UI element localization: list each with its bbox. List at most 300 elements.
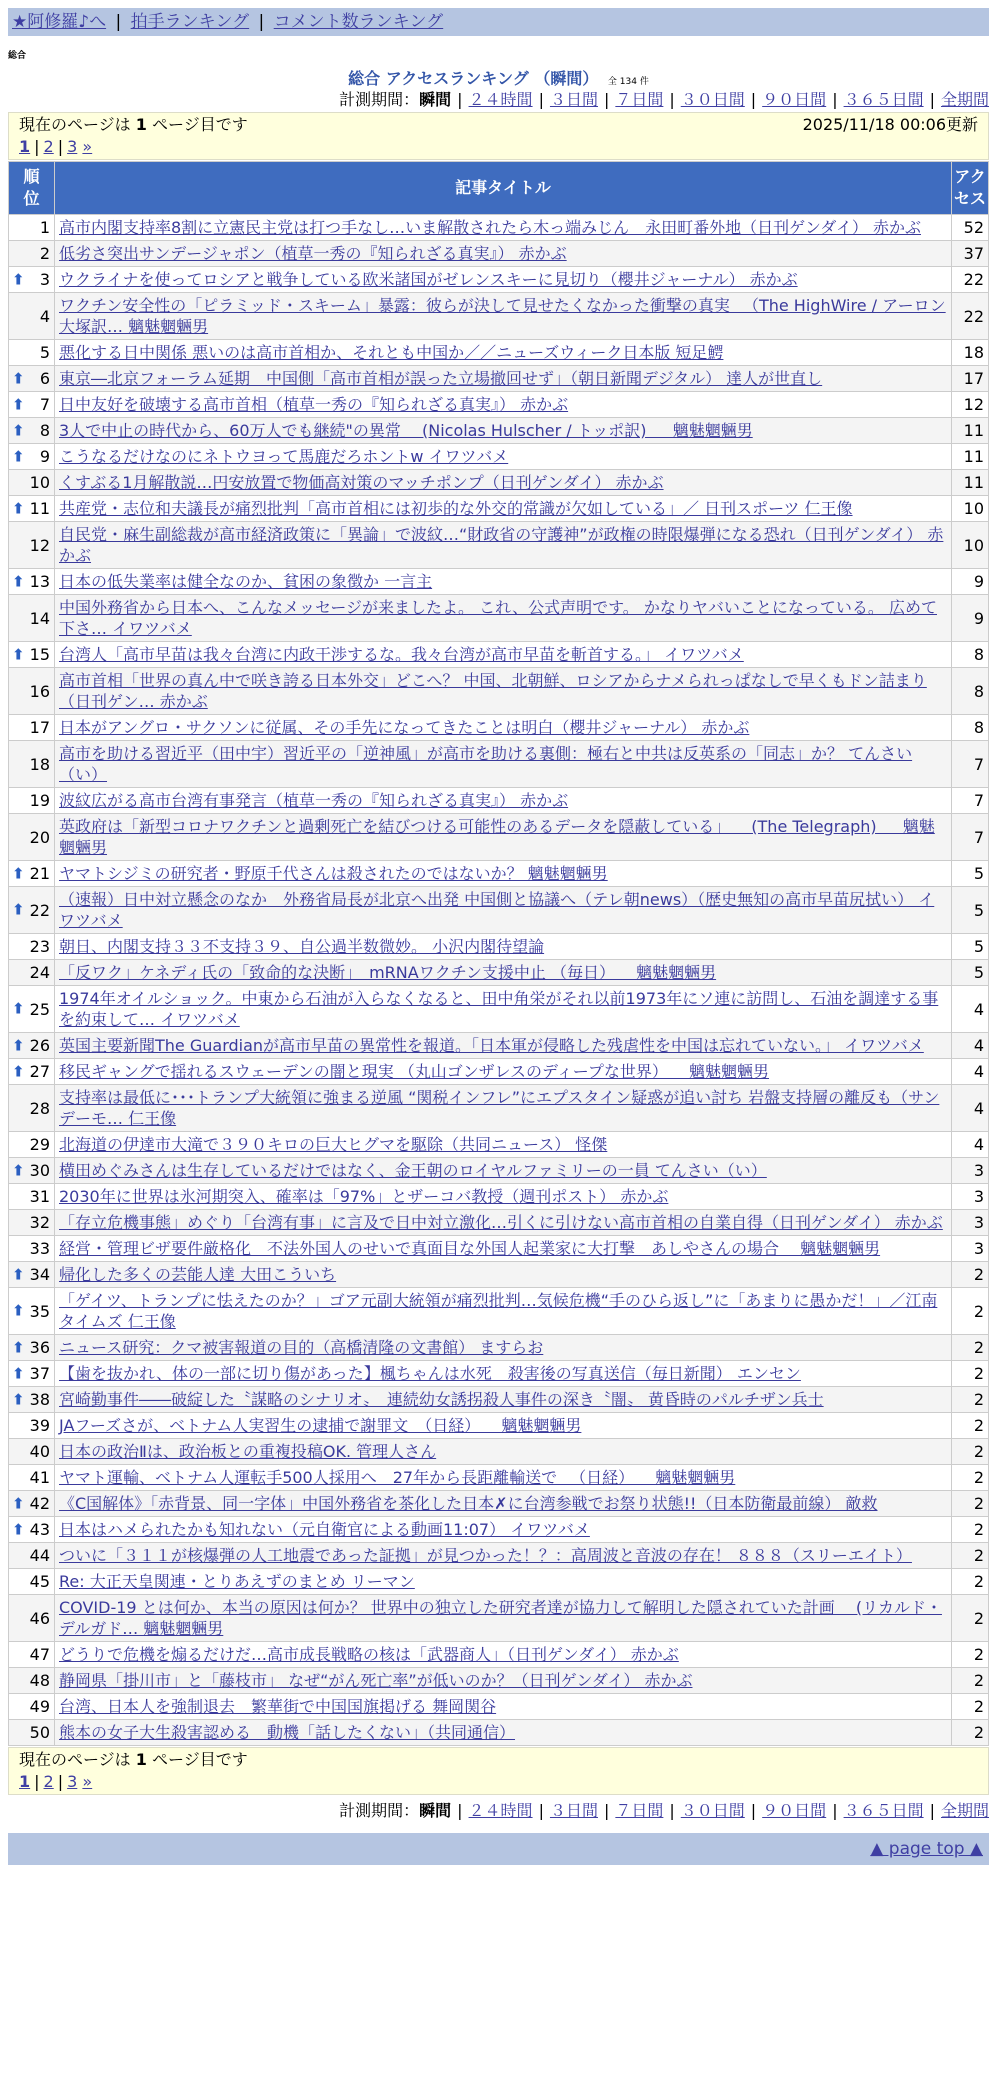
rank-number: 13 <box>29 572 50 591</box>
access-count: 17 <box>952 366 988 391</box>
table-row <box>9 1132 988 1157</box>
rank-number: 40 <box>29 1442 50 1461</box>
article-title-link[interactable]: 高市を助ける習近平（田中宇）習近平の「逆神風」が高市を助ける裏側：極右と中共は反英系の「同志」か？ てんさい（い） <box>59 744 913 784</box>
rank-cell <box>9 1465 54 1490</box>
rank-cell <box>9 1413 54 1438</box>
rank-cell <box>9 392 54 417</box>
rank-cell <box>9 522 54 568</box>
article-title-link[interactable]: くすぶる1月解散説…円安放置で物価高対策のマッチポンプ（日刊ゲンダイ） 赤かぶ <box>59 473 664 492</box>
period-option-link[interactable]: ３日間 <box>549 90 598 109</box>
article-title-link[interactable]: 高市首相「世界の真ん中で咲き誇る日本外交」どこへ？ 中国、北朝鮮、ロシアからナメられっぱなしで早くもドン詰まり（日刊ゲン… 赤かぶ <box>59 671 927 711</box>
table-row <box>9 1262 988 1287</box>
title-cell <box>55 814 951 860</box>
rank-cell <box>9 1210 54 1235</box>
rank-cell <box>9 1236 54 1261</box>
article-title-link[interactable]: 英国主要新聞The Guardianが高市早苗の異常性を報道。「日本軍が侵略した残虐性を中国は忘れていない。」 イワツバメ <box>59 1036 924 1055</box>
period-option-link[interactable]: ３６５日間 <box>843 1801 924 1820</box>
footer-bar <box>8 1833 989 1865</box>
rank-cell <box>9 668 54 714</box>
rank-number: 10 <box>29 473 50 492</box>
table-row <box>9 1543 988 1568</box>
period-separator: | <box>538 1801 544 1820</box>
period-separator: | <box>832 90 838 109</box>
article-title-link[interactable]: どうりで危機を煽るだけだ…高市成長戦略の核は「武器商人」（日刊ゲンダイ） 赤かぶ <box>59 1645 679 1664</box>
period-option-link[interactable]: ９０日間 <box>762 90 827 109</box>
table-row <box>9 1033 988 1058</box>
article-title-link[interactable]: 「ゲイツ、トランプに怯えたのか？」ゴア元副大統領が痛烈批判…気候危機“手のひら返し”に「あまりに愚かだ！」／江南タイムズ 仁王像 <box>59 1291 938 1331</box>
rank-number: 28 <box>29 1098 50 1118</box>
article-title-link[interactable]: 高市内閣支持率8割に立憲民主党は打つ手なし…いま解散されたら木っ端みじん 永田町番外地（日刊ゲンダイ） 赤かぶ <box>59 218 921 237</box>
title-cell <box>55 1361 951 1386</box>
rank-cell <box>9 1569 54 1594</box>
rank-cell <box>9 595 54 641</box>
up-arrow-icon: ⬆ <box>12 1062 25 1080</box>
access-count: 7 <box>952 741 988 787</box>
title-cell <box>55 1132 951 1157</box>
title-cell <box>55 1569 951 1594</box>
table-row <box>9 496 988 521</box>
rank-number: 4 <box>39 306 50 326</box>
rank-number: 47 <box>29 1645 50 1664</box>
page-link-1[interactable]: 1 <box>19 137 31 156</box>
page-info-suffix: ページ目です <box>152 115 248 134</box>
up-arrow-icon: ⬆ <box>12 864 25 882</box>
period-separator: | <box>603 1801 610 1820</box>
up-arrow-icon: ⬆ <box>12 900 25 919</box>
rank-cell <box>9 1694 54 1719</box>
table-row <box>9 241 988 266</box>
table-row <box>9 1387 988 1412</box>
article-title-link[interactable]: 波紋広がる高市台湾有事発言（植草一秀の『知られざる真実』） 赤かぶ <box>59 791 569 810</box>
title-cell <box>55 1335 951 1360</box>
title-cell <box>55 293 951 339</box>
table-row <box>9 668 988 714</box>
period-selector-bottom <box>0 1799 989 1823</box>
page-info-prefix: 現在のページは <box>19 1750 131 1769</box>
rank-header-text: 順 位 <box>23 167 40 208</box>
nav-applause-ranking-link[interactable]: 拍手ランキング <box>130 12 250 32</box>
period-option-link[interactable]: ３０日間 <box>680 1801 745 1820</box>
table-row <box>9 1059 988 1084</box>
title-cell <box>55 392 951 417</box>
rank-number: 8 <box>39 421 50 440</box>
rank-number: 29 <box>29 1135 50 1154</box>
access-count: 9 <box>952 569 988 594</box>
title-cell <box>55 418 951 443</box>
table-row <box>9 1694 988 1719</box>
access-count: 2 <box>952 1439 988 1464</box>
title-cell <box>55 1668 951 1693</box>
rank-number: 7 <box>39 395 50 414</box>
table-row <box>9 1335 988 1360</box>
table-row <box>9 392 988 417</box>
title-cell <box>55 1288 951 1334</box>
article-title-link[interactable]: 移民ギャングで揺れるスウェーデンの闇と現実 （丸山ゴンザレスのディープな世界） 魑魅魍魎男 <box>59 1062 770 1081</box>
rank-cell <box>9 741 54 787</box>
title-cell <box>55 934 951 959</box>
access-count: 3 <box>952 1236 988 1261</box>
article-title-link[interactable]: 中国外務省から日本へ、こんなメッセージが来ましたよ。 これ、公式声明です。 かなりヤバいことになっている。 広めて下さ… イワツバメ <box>59 598 937 638</box>
ranking-table <box>8 161 989 1746</box>
title-cell <box>55 1033 951 1058</box>
title-cell <box>55 715 951 740</box>
rank-cell <box>9 569 54 594</box>
period-separator: | <box>669 90 675 109</box>
period-option-link[interactable]: 全期間 <box>940 1801 989 1820</box>
access-count: 2 <box>952 1335 988 1360</box>
article-title-link[interactable]: 自民党・麻生副総裁が高市経済政策に「異論」で波紋…“財政省の守護神”が政権の時限爆弾になる恐れ（日刊ゲンダイ） 赤かぶ <box>59 525 944 565</box>
article-title-link[interactable]: ヤマトシジミの研究者・野原千代さんは殺されたのではないか？ 魑魅魍魎男 <box>59 864 608 883</box>
rank-cell <box>9 1288 54 1334</box>
rank-cell <box>9 642 54 667</box>
access-count: 4 <box>952 1033 988 1058</box>
table-row <box>9 1236 988 1261</box>
rank-number: 19 <box>29 791 50 810</box>
period-option-link[interactable]: 全期間 <box>940 90 989 109</box>
up-arrow-icon: ⬆ <box>12 1161 25 1179</box>
article-title-link[interactable]: 横田めぐみさんは生存しているだけではなく、金王朝のロイヤルファミリーの一員 てんさい（い） <box>59 1161 767 1180</box>
table-row <box>9 788 988 813</box>
rank-number: 37 <box>29 1364 50 1383</box>
table-row <box>9 1158 988 1183</box>
rank-cell <box>9 470 54 495</box>
rank-number: 14 <box>29 608 50 628</box>
rank-cell <box>9 215 54 240</box>
access-count: 2 <box>952 1361 988 1386</box>
up-arrow-icon: ⬆ <box>12 421 25 439</box>
article-title-link[interactable]: 悪化する日中関係 悪いのは高市首相か、それとも中国か／／ニューズウィーク日本版 短足鰐 <box>59 343 724 362</box>
article-title-link[interactable]: 宮崎勤事件――破綻した〝謀略のシナリオ〟 連続幼女誘拐殺人事件の深き〝闇〟 黄昏時のパルチザン兵士 <box>59 1390 824 1409</box>
title-cell <box>55 887 951 933</box>
count-header-text: アク セス <box>954 167 987 208</box>
article-title-link[interactable]: 台湾人「高市早苗は我々台湾に内政干渉するな。我々台湾が高市早苗を斬首する。」 イワツバメ <box>59 645 744 664</box>
ranking-title-text: 総合 アクセスランキング （瞬間） <box>348 69 599 88</box>
rank-cell <box>9 1439 54 1464</box>
up-arrow-icon: ⬆ <box>12 1036 25 1054</box>
title-cell <box>55 1085 951 1131</box>
rank-number: 34 <box>29 1265 50 1284</box>
rank-number: 24 <box>29 963 50 982</box>
rank-cell <box>9 960 54 985</box>
page-title <box>0 66 997 88</box>
access-count: 2 <box>952 1694 988 1719</box>
rank-cell <box>9 1720 54 1745</box>
access-count: 2 <box>952 1642 988 1667</box>
access-count: 11 <box>952 470 988 495</box>
title-cell <box>55 1236 951 1261</box>
up-arrow-icon: ⬆ <box>12 447 25 465</box>
rank-cell <box>9 1642 54 1667</box>
rank-cell <box>9 1033 54 1058</box>
rank-number: 3 <box>39 270 50 289</box>
page-info-number: 1 <box>135 1750 147 1769</box>
up-arrow-icon: ⬆ <box>12 1390 25 1408</box>
rank-number: 11 <box>29 499 50 518</box>
nav-asyura-home-link[interactable]: ★阿修羅♪へ <box>12 12 107 32</box>
title-cell <box>55 340 951 365</box>
nav-separator: | <box>258 12 265 32</box>
rank-number: 23 <box>29 937 50 956</box>
table-row <box>9 595 988 641</box>
period-option-link[interactable]: ９０日間 <box>762 1801 827 1820</box>
access-count: 2 <box>952 1387 988 1412</box>
table-row <box>9 934 988 959</box>
period-option-link[interactable]: ３日間 <box>549 1801 598 1820</box>
article-title-link[interactable]: ウクライナを使ってロシアと戦争している欧米諸国がゼレンスキーに見切り（櫻井ジャーナル） 赤かぶ <box>59 270 798 289</box>
access-count: 2 <box>952 1720 988 1745</box>
up-arrow-icon: ⬆ <box>12 1494 25 1512</box>
access-count: 12 <box>952 392 988 417</box>
table-row <box>9 1569 988 1594</box>
period-separator: | <box>929 1801 935 1820</box>
title-cell <box>55 788 951 813</box>
rank-number: 50 <box>29 1723 50 1742</box>
article-title-link[interactable]: 2030年に世界は氷河期突入、確率は「97%」とザーコバ教授（週刊ポスト） 赤かぶ <box>59 1187 669 1206</box>
article-title-link[interactable]: こうなるだけなのにネトウヨって馬鹿だろホントw イワツバメ <box>59 447 509 466</box>
article-title-link[interactable]: 日中友好を破壊する高市首相（植草一秀の『知られざる真実』） 赤かぶ <box>59 395 569 414</box>
period-separator: | <box>929 90 935 109</box>
page-link-3[interactable]: 3 <box>67 137 78 156</box>
rank-number: 16 <box>29 681 50 701</box>
article-title-link[interactable]: 【歯を抜かれ、体の一部に切り傷があった】楓ちゃんは水死 殺害後の写真送信（毎日新聞） エンセン <box>59 1364 801 1383</box>
article-title-link[interactable]: 3人で中止の時代から、60万人でも継続"の異常 (Nicolas Hulscher / トッポ訳) 魑魅魍魎男 <box>59 421 753 440</box>
page-info <box>19 115 248 135</box>
article-title-link[interactable]: 熊本の女子大生殺害認める 動機「話したくない」（共同通信） <box>59 1723 516 1742</box>
table-row <box>9 1210 988 1235</box>
rank-number: 17 <box>29 718 50 737</box>
rank-cell <box>9 715 54 740</box>
rank-cell <box>9 366 54 391</box>
article-title-link[interactable]: 日本はハメられたかも知れない（元自衛官による動画11:07） イワツバメ <box>59 1520 590 1539</box>
up-arrow-icon: ⬆ <box>12 499 25 517</box>
rank-number: 41 <box>29 1468 50 1487</box>
rank-number: 9 <box>39 447 50 466</box>
article-title-link[interactable]: 支持率は最低に･･･トランプ大統領に強まる逆風 “関税インフレ”にエプスタイン疑惑が追い討ち 岩盤支持層の離反も（サンデーモ… 仁王像 <box>59 1088 940 1128</box>
rank-number: 42 <box>29 1494 50 1513</box>
title-cell <box>55 960 951 985</box>
next-page-link[interactable]: » <box>82 1772 93 1791</box>
rank-number: 12 <box>29 535 50 555</box>
access-count: 3 <box>952 1210 988 1235</box>
rank-cell <box>9 293 54 339</box>
article-title-link[interactable]: COVID-19 とは何か、本当の原因は何か？ 世界中の独立した研究者達が協力して解明した隠されていた計画 (リカルド・デルガド… 魑魅魍魎男 <box>59 1598 942 1638</box>
period-separator: | <box>832 1801 838 1820</box>
table-row <box>9 1595 988 1641</box>
table-row <box>9 569 988 594</box>
period-option-link[interactable]: ７日間 <box>615 90 664 109</box>
access-count: 2 <box>952 1465 988 1490</box>
page-link-2[interactable]: 2 <box>43 1772 54 1791</box>
up-arrow-icon: ⬆ <box>12 645 25 663</box>
article-title-link[interactable]: ニュース研究：クマ被害報道の目的（高橋清隆の文書館） ますらお <box>59 1338 544 1357</box>
article-title-link[interactable]: 東京―北京フォーラム延期 中国側「高市首相が誤った立場撤回せず」（朝日新聞デジタル） 達人が世直し <box>59 369 823 388</box>
page-top-link[interactable]: ▲ page top ▲ <box>870 1839 983 1859</box>
period-separator: | <box>750 90 757 109</box>
article-title-link[interactable]: ついに「３１１が核爆弾の人工地震であった証拠」が見つかった！？：高周波と音波の存在！ ８８８（スリーエイト） <box>59 1546 912 1565</box>
table-row <box>9 418 988 443</box>
rank-number: 2 <box>39 244 50 263</box>
access-count: 2 <box>952 1543 988 1568</box>
updated-timestamp: 2025/11/18 00:06更新 <box>802 115 978 134</box>
page-link-3[interactable]: 3 <box>67 1772 78 1791</box>
period-option-link[interactable]: ２４時間 <box>468 90 533 109</box>
title-cell <box>55 642 951 667</box>
rank-cell <box>9 418 54 443</box>
access-count: 8 <box>952 668 988 714</box>
up-arrow-icon: ⬆ <box>12 572 25 590</box>
title-cell <box>55 1491 951 1516</box>
table-row <box>9 366 988 391</box>
period-label: 計測期間： <box>339 1801 420 1820</box>
period-separator: | <box>457 1801 463 1820</box>
period-separator: | <box>603 90 610 109</box>
title-cell <box>55 1465 951 1490</box>
pager-top <box>8 112 989 160</box>
page-info-number: 1 <box>135 115 147 134</box>
rank-cell <box>9 1668 54 1693</box>
page-info-prefix: 現在のページは <box>19 115 131 134</box>
up-arrow-icon: ⬆ <box>12 1520 25 1538</box>
title-cell <box>55 1517 951 1542</box>
up-arrow-icon: ⬆ <box>12 270 25 288</box>
article-title-link[interactable]: 「存立危機事態」めぐり「台湾有事」に言及で日中対立激化…引くに引けない高市首相の自業自得（日刊ゲンダイ） 赤かぶ <box>59 1213 943 1232</box>
title-cell <box>55 569 951 594</box>
article-title-link[interactable]: ヤマト運輸、ベトナム人運転手500人採用へ 27年から長距離輸送で （日経） 魑魅魍魎男 <box>59 1468 736 1487</box>
rank-number: 27 <box>29 1062 50 1081</box>
rank-number: 39 <box>29 1416 50 1435</box>
period-label: 計測期間： <box>339 90 420 109</box>
article-title-link[interactable]: 朝日、内閣支持３３不支持３９、自公過半数微妙。 小沢内閣待望論 <box>59 937 545 956</box>
article-title-link[interactable]: 日本の政治Ⅱは、政治板との重複投稿OK. 管理人さん <box>59 1442 437 1461</box>
page-info-suffix: ページ目です <box>152 1750 248 1769</box>
rank-cell <box>9 1335 54 1360</box>
table-row <box>9 1465 988 1490</box>
access-count: 22 <box>952 267 988 292</box>
period-option-link[interactable]: ３０日間 <box>680 90 745 109</box>
title-cell <box>55 861 951 886</box>
page-info <box>19 1750 248 1770</box>
nav-comment-ranking-link[interactable]: コメント数ランキング <box>273 12 444 32</box>
rank-cell <box>9 1491 54 1516</box>
table-row <box>9 642 988 667</box>
article-title-link[interactable]: 帰化した多くの芸能人達 大田こういち <box>59 1265 337 1284</box>
article-title-link[interactable]: 「反ワク」ケネディ氏の「致命的な決断」 mRNAワクチン支援中止 （毎日） 魑魅魍魎男 <box>59 963 717 982</box>
access-count: 22 <box>952 293 988 339</box>
title-cell <box>55 470 951 495</box>
period-separator: | <box>538 90 544 109</box>
table-row <box>9 715 988 740</box>
access-count: 3 <box>952 1158 988 1183</box>
rank-number: 44 <box>29 1546 50 1565</box>
title-cell <box>55 241 951 266</box>
table-row <box>9 1668 988 1693</box>
article-title-link[interactable]: 日本の低失業率は健全なのか、貧困の象徴か 一言主 <box>59 572 433 591</box>
table-row <box>9 470 988 495</box>
rank-cell <box>9 1132 54 1157</box>
rank-cell <box>9 496 54 521</box>
period-option-link[interactable]: ３６５日間 <box>843 90 924 109</box>
article-title-link[interactable]: 《C国解体》「赤背景、同一字体」中国外務省を茶化した日本✗に台湾参戦でお祭り状態!!（日本防衛最前線） 敵救 <box>59 1494 878 1513</box>
page-separator: | <box>57 1772 64 1791</box>
article-title-link[interactable]: Re: 大正天皇関連・とりあえずのまとめ リーマン <box>59 1572 415 1591</box>
title-cell <box>55 1210 951 1235</box>
access-count: 8 <box>952 642 988 667</box>
article-title-link[interactable]: 英政府は「新型コロナワクチンと過剰死亡を結びつける可能性のあるデータを隠蔽している」 (The Telegraph) 魑魅魍魎男 <box>59 817 935 857</box>
access-count: 4 <box>952 1059 988 1084</box>
title-cell <box>55 1059 951 1084</box>
rank-number: 21 <box>29 864 50 883</box>
table-row <box>9 1085 988 1131</box>
access-count: 5 <box>952 887 988 933</box>
access-count: 4 <box>952 1085 988 1131</box>
title-cell <box>55 1387 951 1412</box>
title-cell <box>55 366 951 391</box>
period-option-link[interactable]: ７日間 <box>615 1801 664 1820</box>
title-cell <box>55 1543 951 1568</box>
period-option-link[interactable]: ２４時間 <box>468 1801 533 1820</box>
rank-number: 46 <box>29 1608 50 1628</box>
article-title-link[interactable]: JAフーズさが、ベトナム人実習生の逮捕で謝罪文 （日経） 魑魅魍魎男 <box>59 1416 582 1435</box>
page-link-1[interactable]: 1 <box>19 1772 31 1791</box>
rank-number: 15 <box>29 645 50 664</box>
article-title-link[interactable]: 共産党・志位和夫議長が痛烈批判「高市首相には初歩的な外交的常識が欠如している」／ 日刊スポーツ 仁王像 <box>59 499 853 518</box>
table-row <box>9 986 988 1032</box>
rank-cell <box>9 814 54 860</box>
article-title-link[interactable]: 台湾、日本人を強制退去 繁華街で中国国旗掲げる 舞岡関谷 <box>59 1697 497 1716</box>
title-cell <box>55 267 951 292</box>
rank-number: 26 <box>29 1036 50 1055</box>
access-count: 5 <box>952 960 988 985</box>
table-row <box>9 1439 988 1464</box>
table-row <box>9 267 988 292</box>
access-count: 5 <box>952 861 988 886</box>
rank-number: 45 <box>29 1572 50 1591</box>
article-title-link[interactable]: ワクチン安全性の「ピラミッド・スキーム」暴露：彼らが決して見せたくなかった衝撃の真実 （The HighWire / アーロン大塚訳… 魑魅魍魎男 <box>59 296 946 336</box>
article-title-link[interactable]: 低劣さ突出サンデージャポン（植草一秀の『知られざる真実』） 赤かぶ <box>59 244 567 263</box>
article-title-link[interactable]: 経営・管理ビザ要件厳格化 不法外国人のせいで真面目な外国人起業家に大打撃 あしやさんの場合 魑魅魍魎男 <box>59 1239 881 1258</box>
rank-number: 20 <box>29 827 50 847</box>
rank-cell <box>9 986 54 1032</box>
title-cell <box>55 1262 951 1287</box>
page-link-2[interactable]: 2 <box>43 137 54 156</box>
access-count: 9 <box>952 595 988 641</box>
page-separator: | <box>57 137 64 156</box>
total-count: 全 134 件 <box>607 77 649 87</box>
page-links <box>19 137 978 157</box>
article-title-link[interactable]: 北海道の伊達市大滝で３９０キロの巨大ヒグマを駆除（共同ニュース） 怪傑 <box>59 1135 608 1154</box>
access-count: 11 <box>952 418 988 443</box>
table-row <box>9 1184 988 1209</box>
access-count: 2 <box>952 1262 988 1287</box>
article-title-link[interactable]: 日本がアングロ・サクソンに従属、その手先になってきたことは明白（櫻井ジャーナル） 赤かぶ <box>59 718 750 737</box>
table-row <box>9 1413 988 1438</box>
rank-cell <box>9 1085 54 1131</box>
table-row <box>9 1288 988 1334</box>
period-selector-top <box>0 88 989 112</box>
access-count: 4 <box>952 1132 988 1157</box>
rank-number: 6 <box>39 369 50 388</box>
article-title-link[interactable]: （速報）日中対立懸念のなか 外務省局長が北京へ出発 中国側と協議へ（テレ朝news）（歴史無知の高市早苗尻拭い） イワツバメ <box>59 890 935 930</box>
article-title-link[interactable]: 静岡県「掛川市」と「藤枝市」 なぜ“がん死亡率”が低いのか？（日刊ゲンダイ） 赤かぶ <box>59 1671 693 1690</box>
table-row <box>9 741 988 787</box>
title-column-header: 記事タイトル <box>55 162 951 214</box>
page-separator: | <box>34 1772 40 1791</box>
rank-cell <box>9 1595 54 1641</box>
next-page-link[interactable]: » <box>82 137 93 156</box>
access-count: 11 <box>952 444 988 469</box>
article-title-link[interactable]: 1974年オイルショック。中東から石油が入らなくなると、田中角栄がそれ以前1973年にソ連に訪問し、石油を調達する事を約束して… イワツバメ <box>59 989 939 1029</box>
rank-number: 43 <box>29 1520 50 1539</box>
